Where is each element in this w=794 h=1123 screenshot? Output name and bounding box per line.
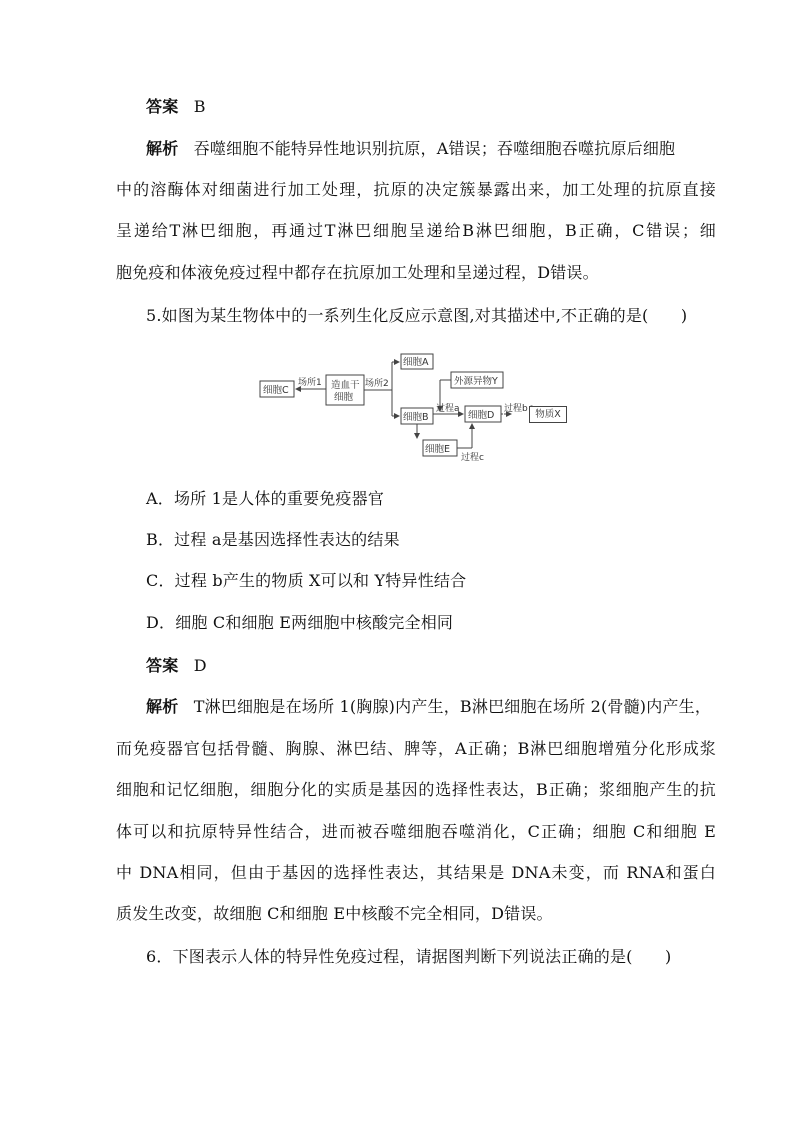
q5-answer xyxy=(146,656,746,676)
q4-analysis-line-3: 呈递给T淋巴细胞，再通过T淋巴细胞呈递给B淋巴细胞，B正确，C错误；细 xyxy=(116,221,716,240)
q5-analysis-line-4: 体可以和抗原特异性结合，进而被吞噬细胞吞噬消化，C正确；细胞 C和细胞 E xyxy=(116,822,716,841)
q4-answer xyxy=(146,97,746,117)
analysis-text: T淋巴细胞是在场所 1(胸腺)内产生，B淋巴细胞在场所 2(骨髓)内产生， xyxy=(193,697,712,716)
substance-x-label: 物质X xyxy=(535,409,561,420)
analysis-label: 解析 xyxy=(146,139,179,158)
stem-cell-label-2: 细胞 xyxy=(334,392,354,403)
answer-label: 答案 xyxy=(146,656,179,675)
reaction-diagram xyxy=(258,348,538,464)
q5-analysis-line-3: 细胞和记忆细胞，细胞分化的实质是基因的选择性表达，B正确；浆细胞产生的抗 xyxy=(116,780,716,799)
cell-c-label: 细胞C xyxy=(263,385,289,396)
substance-x-box xyxy=(529,406,567,423)
q5-analysis-line-2: 而免疫器官包括骨髓、胸腺、淋巴结、脾等，A正确；B淋巴细胞增殖分化形成浆 xyxy=(116,739,716,758)
answer-label: 答案 xyxy=(146,97,179,116)
answer-value: D xyxy=(193,656,207,675)
option-c: C．过程 b产生的物质 X可以和 Y特异性结合 xyxy=(146,571,467,590)
foreign-y-label: 外源异物Y xyxy=(454,376,498,387)
analysis-label: 解析 xyxy=(146,697,179,716)
process-b-label: 过程b xyxy=(504,404,528,414)
q5-analysis-line-5: 中 DNA相同，但由于基因的选择性表达，其结果是 DNA未变，而 RNA和蛋白 xyxy=(116,863,716,882)
place1-label: 场所1 xyxy=(298,378,322,388)
process-c-label: 过程c xyxy=(461,453,484,463)
answer-value: B xyxy=(193,97,206,116)
q4-analysis-line-1 xyxy=(146,139,716,159)
q5-stem: 5.如图为某生物体中的一系列生化反应示意图,对其描述中,不正确的是( ) xyxy=(146,306,688,325)
cell-d-label: 细胞D xyxy=(468,410,495,421)
cell-e-label: 细胞E xyxy=(425,444,451,455)
option-d: D．细胞 C和细胞 E两细胞中核酸完全相同 xyxy=(146,613,454,632)
q5-analysis-line-6: 质发生改变，故细胞 C和细胞 E中核酸不完全相同，D错误。 xyxy=(116,904,553,923)
option-b: B．过程 a是基因选择性表达的结果 xyxy=(146,530,400,549)
process-a-label: 过程a xyxy=(436,404,460,414)
place2-label: 场所2 xyxy=(365,379,389,389)
analysis-text: 吞噬细胞不能特异性地识别抗原，A错误；吞噬细胞吞噬抗原后细胞 xyxy=(193,139,676,158)
q4-analysis-line-2: 中的溶酶体对细菌进行加工处理，抗原的决定簇暴露出来，加工处理的抗原直接 xyxy=(116,180,716,199)
q4-analysis-line-4: 胞免疫和体液免疫过程中都存在抗原加工处理和呈递过程，D错误。 xyxy=(116,263,599,282)
stem-cell-label-1: 造血干 xyxy=(331,380,360,391)
q5-analysis-line-1 xyxy=(146,697,716,717)
cell-a-label: 细胞A xyxy=(403,357,429,368)
option-a: A．场所 1是人体的重要免疫器官 xyxy=(146,489,385,508)
cell-b-label: 细胞B xyxy=(403,412,429,423)
q6-stem: 6．下图表示人体的特异性免疫过程，请据图判断下列说法正确的是( ) xyxy=(146,947,672,966)
